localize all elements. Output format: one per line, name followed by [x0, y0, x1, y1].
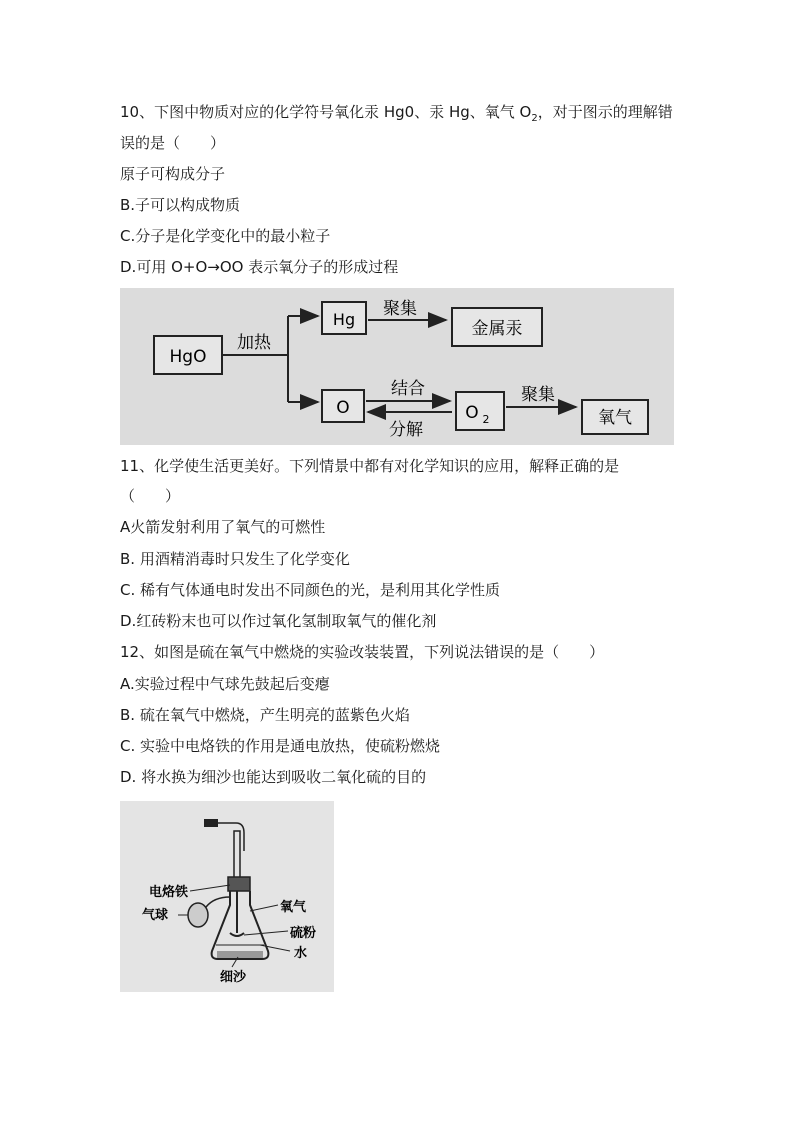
mercury-label: 金属汞: [471, 319, 523, 339]
q10-diagram: [120, 288, 674, 445]
q12-apparatus-figure: [120, 801, 334, 992]
q11-stem-line2: （ ）: [120, 487, 181, 505]
leader-oxygen: [250, 905, 278, 911]
q12-option-b: B. 硫在氧气中燃烧，产生明亮的蓝紫色火焰: [120, 706, 410, 724]
label-water: 水: [294, 946, 308, 961]
q10-option-d: D.可用 O+O→OO 表示氧分子的形成过程: [120, 258, 399, 276]
sand-layer: [217, 951, 263, 958]
label-balloon: 气球: [142, 908, 169, 923]
label-sulfur: 硫粉: [290, 926, 317, 941]
leader-water: [260, 945, 290, 951]
label-oxygen: 氧气: [280, 900, 307, 915]
q11-option-c: C. 稀有气体通电时发出不同颜色的光，是利用其化学性质: [120, 581, 501, 599]
soldering-iron: [234, 831, 240, 881]
q12-option-d: D. 将水换为细沙也能达到吸收二氧化硫的目的: [120, 768, 427, 786]
q10-stem-part1: 10、下图中物质对应的化学符号氧化汞 Hg0、汞 Hg、氧气 O: [120, 103, 532, 121]
q12-apparatus-svg: [120, 801, 334, 992]
q10-diagram-svg: [120, 288, 674, 445]
q10-option-b: B.子可以构成物质: [120, 196, 241, 214]
leader-iron: [190, 885, 230, 891]
q12-option-a: A.实验过程中气球先鼓起后变瘪: [120, 675, 330, 693]
plug: [204, 819, 218, 827]
q10-stem-subscript: 2: [531, 113, 538, 124]
leader-sulfur: [244, 931, 288, 935]
o2-label: O: [465, 403, 479, 423]
q12-stem: 12、如图是硫在氧气中燃烧的实验改装装置，下列说法错误的是（ ）: [120, 643, 605, 661]
q10-stem-line2: 误的是（ ）: [120, 134, 226, 152]
o2-box: [456, 392, 504, 430]
q11-option-b: B. 用酒精消毒时只发生了化学变化: [120, 550, 350, 568]
balloon-tube: [206, 897, 230, 907]
q11-option-a: A火箭发射利用了氧气的可燃性: [120, 518, 326, 536]
q10-option-c: C.分子是化学变化中的最小粒子: [120, 227, 331, 245]
heat-label: 加热: [237, 333, 271, 353]
q10-option-a: 原子可构成分子: [120, 165, 226, 183]
balloon: [188, 903, 208, 927]
o-label: O: [336, 398, 350, 418]
q11-stem-line1: 11、化学使生活更美好。下列情景中都有对化学知识的应用，解释正确的是: [120, 457, 620, 475]
combine-label: 结合: [391, 379, 425, 399]
gather-label-1: 聚集: [383, 299, 417, 319]
q12-option-c: C. 实验中电烙铁的作用是通电放热，使硫粉燃烧: [120, 737, 441, 755]
hgo-label: HgO: [169, 347, 207, 367]
q10-stem-part2: ，对于图示的理解错: [537, 103, 673, 121]
q10-stem-line1: [120, 102, 673, 129]
label-sand: 细沙: [220, 970, 247, 985]
decompose-label: 分解: [389, 420, 423, 440]
stopper: [228, 877, 250, 891]
conical-flask: [212, 891, 269, 959]
sulfur-spoon: [230, 933, 244, 936]
label-iron: 电烙铁: [149, 885, 189, 900]
q11-option-d: D.红砖粉末也可以作过氧化氢制取氧气的催化剂: [120, 612, 437, 630]
gather-label-2: 聚集: [521, 385, 555, 405]
hg-label: Hg: [332, 310, 356, 329]
oxygen-label: 氧气: [598, 408, 632, 428]
o2-subscript: 2: [482, 413, 490, 426]
